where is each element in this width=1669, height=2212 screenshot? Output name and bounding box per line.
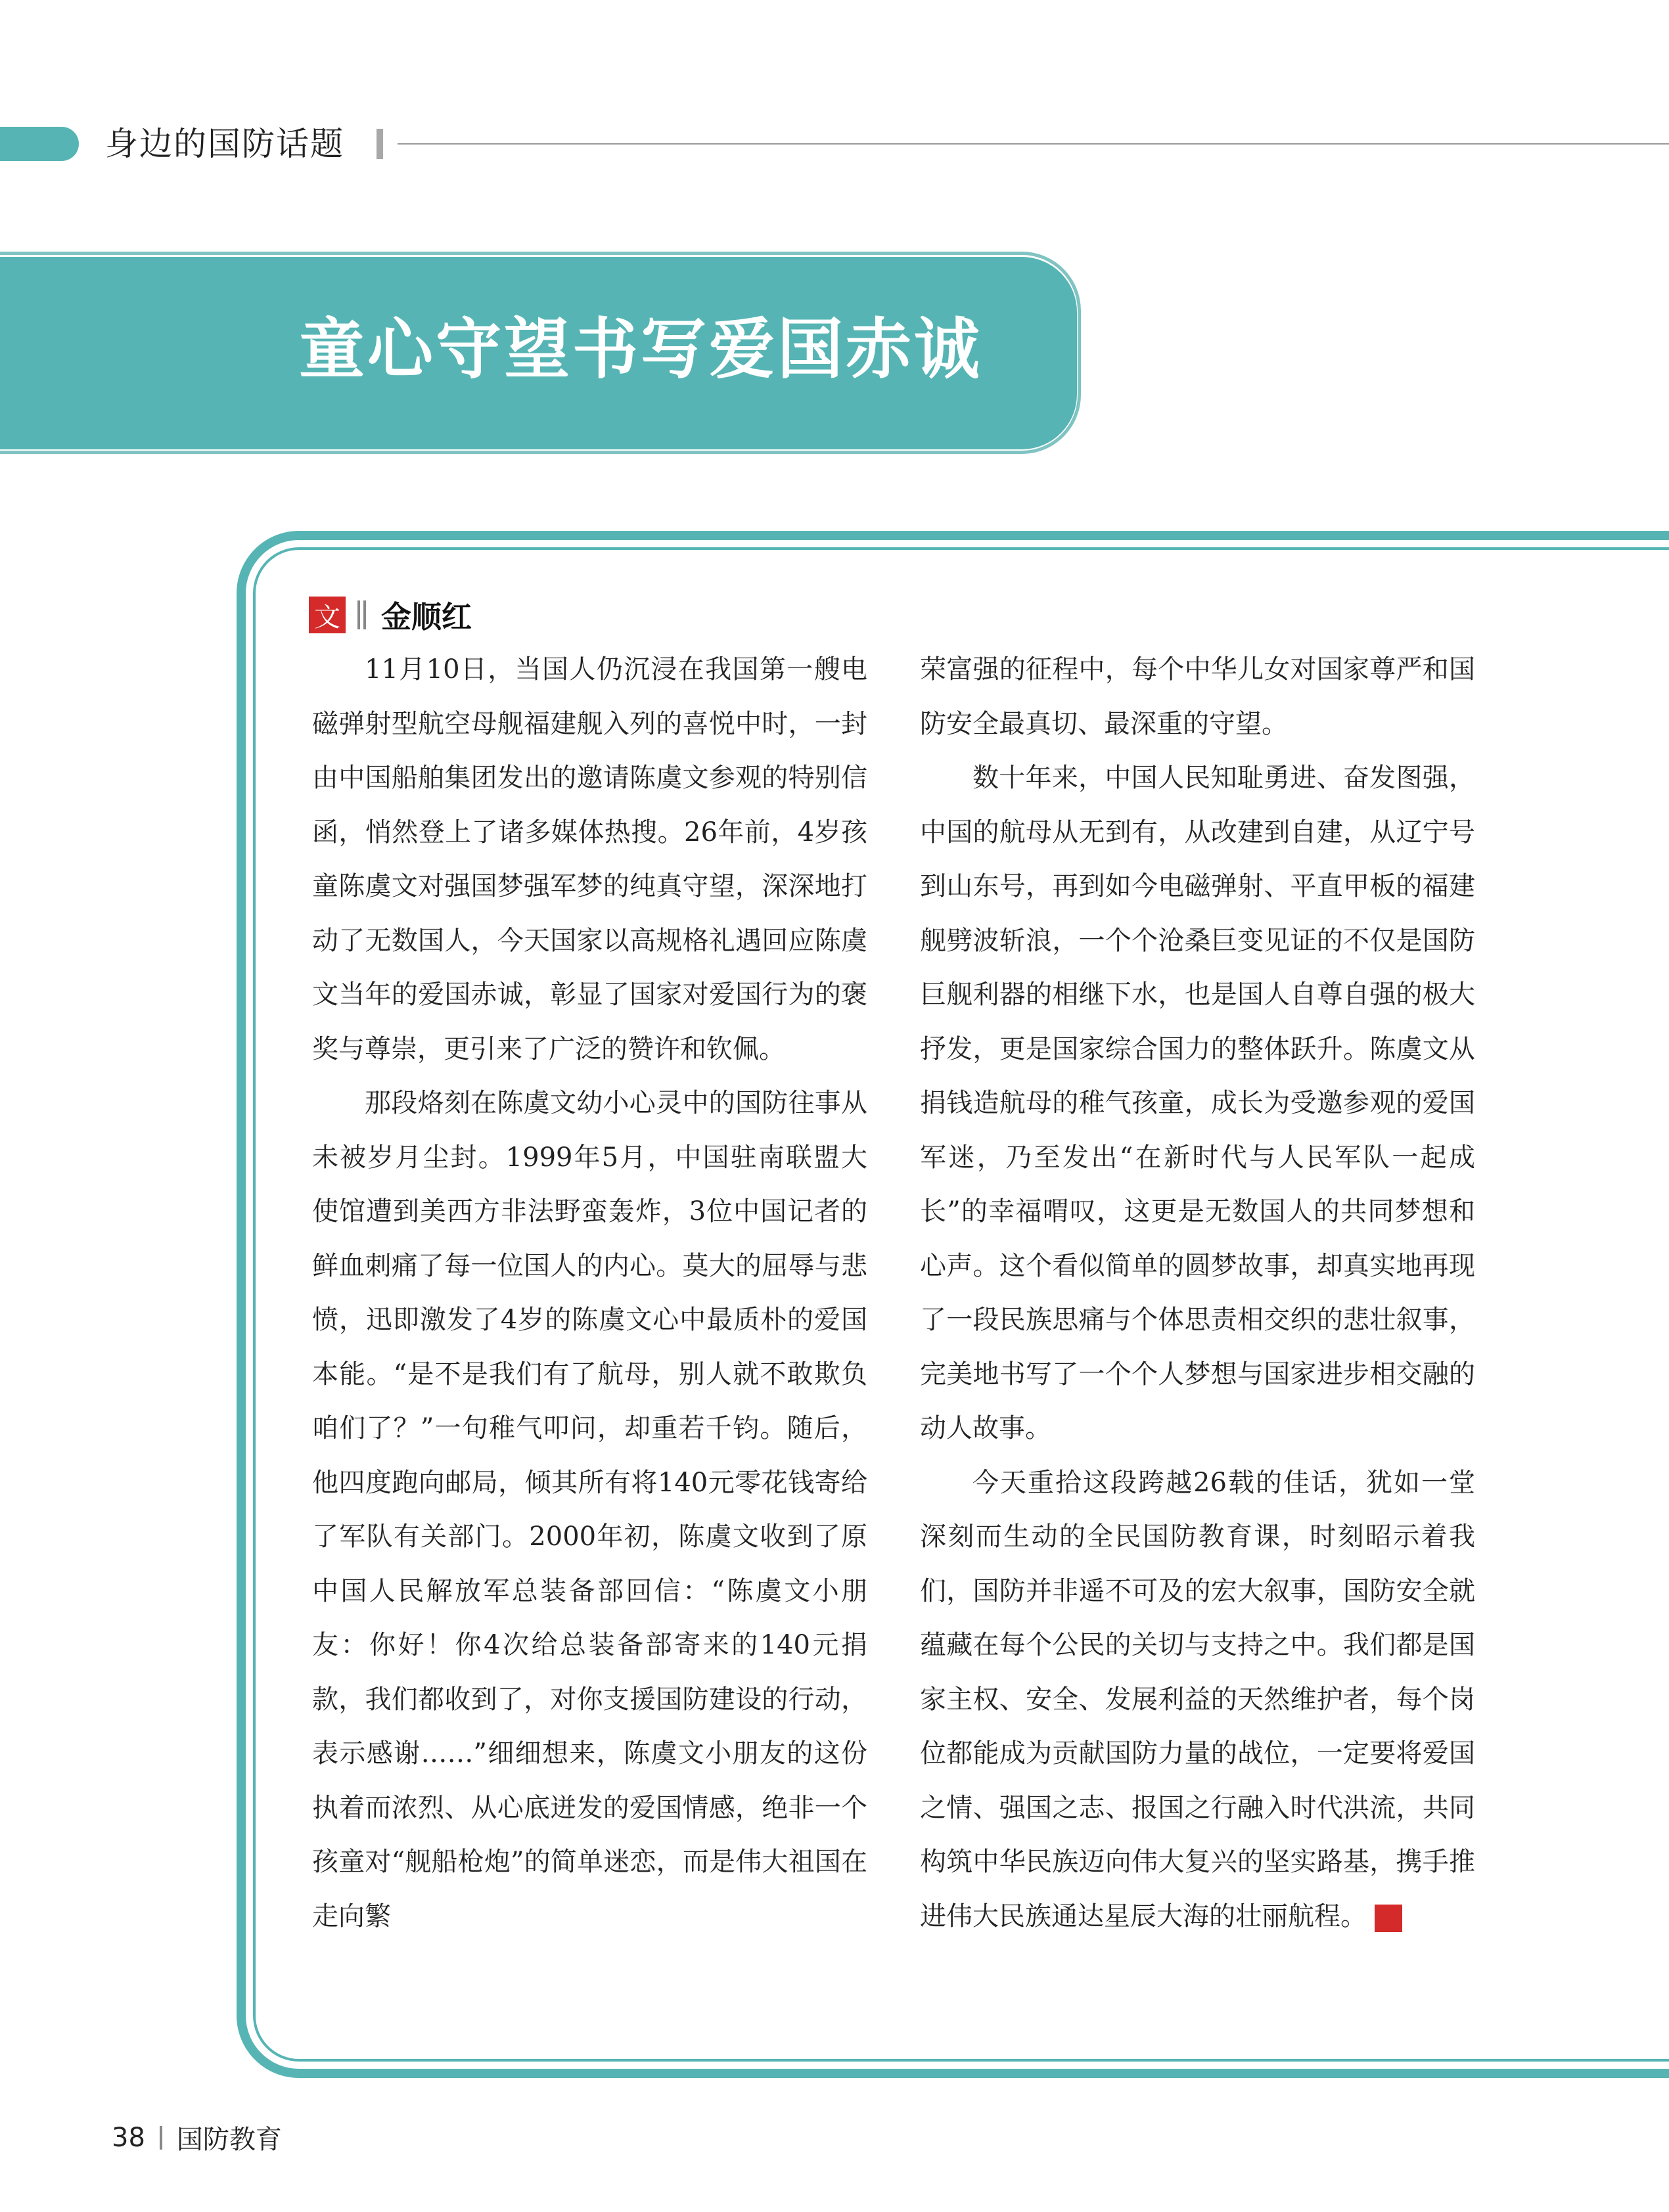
author-badge: 文 [309, 597, 346, 633]
author-name: 金顺红 [381, 599, 472, 635]
paragraph: 11月10日，当国人仍沉浸在我国第一艘电磁弹射型航空母舰福建舰入列的喜悦中时，一封由中国船舶集团发出的邀请陈虞文参观的特别信函，悄然登上了诸多媒体热搜。26年前，4岁孩童陈虞文对强国梦强军梦的纯真守望，深深地打动了无数国人，今天国家以高规格礼遇回应陈虞文当年的爱国赤诚，彰显了国家对爱国行为的褒奖与尊崇，更引来了广泛的赞许和钦佩。 [312, 654, 867, 1064]
paragraph-final [920, 1456, 1475, 1944]
page-number: 38 [112, 2122, 145, 2153]
section-tab-decoration [0, 127, 79, 161]
section-divider-bar [377, 129, 383, 159]
article-column-left [312, 643, 867, 1943]
header-rule [398, 143, 1669, 145]
paragraph: 那段烙刻在陈虞文幼小心灵中的国防往事从未被岁月尘封。1999年5月，中国驻南联盟大使馆遭到美西方非法野蛮轰炸，3位中国记者的鲜血刺痛了每一位国人的内心。莫大的屈辱与悲愤，迅即激发了4岁的陈虞文心中最质朴的爱国本能。“是不是我们有了航母，别人就不敢欺负咱们了？”一句稚气叩问，却重若千钧。随后，他四度跑向邮局，倾其所有将140元零花钱寄给了军队有关部门。2000年初，陈虞文收到了原中国人民解放军总装备部回信：“陈虞文小朋友：你好！你4次给总装备部寄来的140元捐款，我们都收到了，对你支援国防建设的行动，表示感谢……”细细想来，陈虞文小朋友的这份执着而浓烈、从心底迸发的爱国情感，绝非一个孩童对“舰船枪炮”的简单迷恋，而是伟大祖国在走向繁 [312, 1088, 867, 1931]
section-title: 身边的国防话题 [105, 125, 344, 163]
article-column-right [920, 643, 1475, 1943]
page-footer [112, 2119, 282, 2156]
paragraph: 数十年来，中国人民知耻勇进、奋发图强，中国的航母从无到有，从改建到自建，从辽宁号到山东号，再到如今电磁弹射、平直甲板的福建舰劈波斩浪，一个个沧桑巨变见证的不仅是国防巨舰利器的相继下水，也是国人自尊自强的极大抒发，更是国家综合国力的整体跃升。陈虞文从捐钱造航母的稚气孩童，成长为受邀参观的爱国军迷，乃至发出“在新时代与人民军队一起成长”的幸福喟叹，这更是无数国人的共同梦想和心声。这个看似简单的圆梦故事，却真实地再现了一段民族思痛与个体思责相交织的悲壮叙事，完美地书写了一个个人梦想与国家进步相交融的动人故事。 [920, 763, 1475, 1443]
byline [309, 593, 472, 637]
footer-divider [160, 2126, 162, 2150]
magazine-name: 国防教育 [176, 2125, 282, 2155]
paragraph-continued: 荣富强的征程中，每个中华儿女对国家尊严和国防安全最真切、最深重的守望。 [920, 654, 1475, 739]
byline-separator [357, 600, 360, 629]
article-title: 童心守望书写爱国赤诚 [299, 311, 982, 388]
end-mark-icon: G [1375, 1905, 1402, 1932]
paragraph-text: 今天重拾这段跨越26载的佳话，犹如一堂深刻而生动的全民国防教育课，时刻昭示着我们，国防并非遥不可及的宏大叙事，国防安全就蕴藏在每个公民的关切与支持之中。我们都是国家主权、安全、发展利益的天然维护者，每个岗位都能成为贡献国防力量的战位，一定要将爱国之情、强国之志、报国之行融入时代洪流，共同构筑中华民族迈向伟大复兴的坚实路基，携手推进伟大民族通达星辰大海的壮丽航程。 [920, 1467, 1475, 1931]
